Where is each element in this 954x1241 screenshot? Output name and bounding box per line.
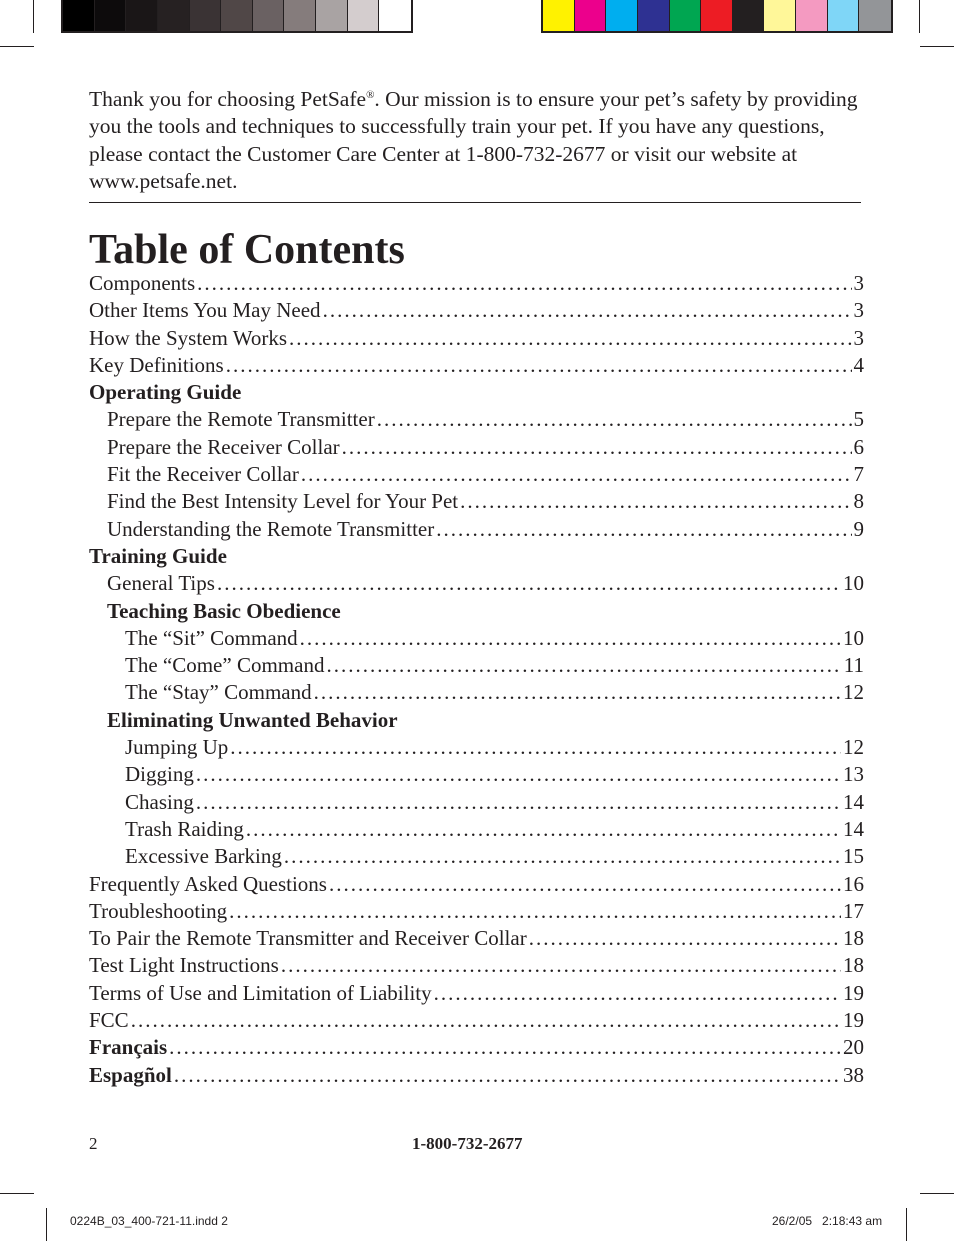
intro-paragraph — [89, 86, 869, 195]
toc-entry — [89, 625, 864, 652]
gray-swatch — [221, 0, 253, 31]
toc-entry-page: 13 — [843, 762, 864, 787]
color-swatch — [670, 0, 702, 31]
gray-swatch — [158, 0, 190, 31]
color-swatch — [543, 0, 575, 31]
toc-entry-page: 10 — [843, 625, 864, 650]
gray-swatch — [126, 0, 158, 31]
toc-entry-page: 12 — [843, 680, 864, 705]
toc-entry — [89, 406, 864, 433]
toc-section-heading — [89, 379, 864, 406]
toc-leader — [230, 734, 841, 761]
gray-swatch — [253, 0, 285, 31]
toc-entry — [89, 734, 864, 761]
toc-entry — [89, 952, 864, 979]
toc-entry-label: Terms of Use and Limitation of Liability — [89, 980, 432, 1005]
toc-entry-label: Digging — [125, 762, 194, 787]
crop-mark — [920, 1193, 954, 1194]
toc-entry-page: 19 — [843, 1008, 864, 1033]
toc-entry — [89, 1007, 864, 1034]
color-swatch — [638, 0, 670, 31]
page-number: 2 — [89, 1134, 98, 1153]
toc-entry-page: 12 — [843, 735, 864, 760]
toc-entry-page: 20 — [843, 1035, 864, 1060]
toc-entry-page: 10 — [843, 571, 864, 596]
toc-leader — [197, 270, 851, 297]
toc-entry-label: Fit the Receiver Collar — [107, 462, 299, 487]
grayscale-color-bar — [61, 0, 413, 33]
toc-entry-page: 9 — [853, 516, 864, 541]
toc-entry — [89, 488, 864, 515]
toc-entry — [89, 352, 864, 379]
toc-entry-label: Français — [89, 1035, 168, 1060]
toc-entry-page: 14 — [843, 789, 864, 814]
toc-leader — [342, 434, 852, 461]
toc-entry-label: Find the Best Intensity Level for Your Pet — [107, 489, 459, 514]
toc-leader — [226, 352, 852, 379]
toc-leader — [196, 761, 841, 788]
toc-entry-label: Excessive Barking — [125, 844, 282, 869]
toc-entry-label: Jumping Up — [125, 735, 229, 760]
toc-entry-label: To Pair the Remote Transmitter and Receiver Collar — [89, 926, 527, 951]
toc-entry-page: 14 — [843, 816, 864, 841]
intro-text-start: Thank you for choosing PetSafe — [89, 87, 367, 111]
toc-leader — [460, 488, 851, 515]
toc-entry-label: The “Sit” Command — [125, 625, 298, 650]
toc-leader — [284, 843, 841, 870]
toc-entry — [89, 1062, 864, 1089]
toc-entry-label: Prepare the Remote Transmitter — [107, 407, 375, 432]
toc-leader — [169, 1034, 841, 1061]
toc-entry — [89, 898, 864, 925]
slug-timestamp: 26/2/05 2:18:43 am — [772, 1214, 883, 1228]
divider — [89, 202, 861, 203]
toc-entry — [89, 1034, 864, 1061]
toc-entry-label: Training Guide — [89, 543, 227, 568]
gray-swatch — [379, 0, 411, 31]
toc-entry-label: Eliminating Unwanted Behavior — [107, 707, 398, 732]
toc-entry-page: 8 — [853, 489, 864, 514]
toc-entry-page: 18 — [843, 953, 864, 978]
color-swatch — [828, 0, 860, 31]
toc-entry-page: 18 — [843, 926, 864, 951]
toc-entry-label: Troubleshooting — [89, 898, 228, 923]
toc-entry — [89, 871, 864, 898]
gray-swatch — [284, 0, 316, 31]
toc-entry — [89, 325, 864, 352]
toc-leader — [217, 570, 841, 597]
toc-entry — [89, 516, 864, 543]
toc-entry-label: Chasing — [125, 789, 194, 814]
toc-leader — [229, 898, 841, 925]
toc-entry-label: Espagñol — [89, 1062, 172, 1087]
toc-entry — [89, 816, 864, 843]
toc-entry-page: 3 — [853, 271, 864, 295]
toc-entry-label: FCC — [89, 1008, 129, 1033]
toc-entry-label: The “Stay” Command — [125, 680, 312, 705]
toc-subsection-heading — [89, 598, 864, 625]
toc-leader — [326, 652, 841, 679]
crop-mark — [0, 1193, 34, 1194]
toc-leader — [174, 1062, 841, 1089]
color-swatch — [606, 0, 638, 31]
toc-subsection-heading — [89, 707, 864, 734]
registered-mark: ® — [366, 88, 375, 101]
toc-entry — [89, 843, 864, 870]
intro-text-end: . Our mission is to ensure your pet’s safety by providing you the tools and techniques to successfully train your pet. If you have any questions, please contact the Customer Care Center at 1-800-732-2677 or visit our website at www.petsafe.net. — [89, 87, 858, 193]
gray-swatch — [316, 0, 348, 31]
toc-entry-label: Trash Raiding — [125, 816, 244, 841]
toc-entry-page: 3 — [853, 325, 864, 350]
toc-entry-page: 16 — [843, 871, 864, 896]
toc-entry-page: 5 — [853, 407, 864, 432]
color-swatch — [764, 0, 796, 31]
toc-entry — [89, 270, 864, 297]
toc-entry-label: General Tips — [107, 571, 215, 596]
crop-mark — [906, 1208, 907, 1241]
toc-entry — [89, 297, 864, 324]
color-swatch — [796, 0, 828, 31]
toc-leader — [434, 980, 841, 1007]
crop-mark — [33, 0, 34, 33]
toc-leader — [131, 1007, 841, 1034]
toc-entry-page: 4 — [853, 352, 864, 377]
toc-entry-label: Understanding the Remote Transmitter — [107, 516, 435, 541]
toc-entry — [89, 434, 864, 461]
toc-entry-page: 3 — [853, 298, 864, 323]
toc-section-heading — [89, 543, 864, 570]
toc-leader — [281, 952, 841, 979]
toc-entry-label: The “Come” Command — [125, 653, 325, 678]
toc-entry — [89, 789, 864, 816]
crop-mark — [46, 1208, 47, 1241]
toc-entry-page: 38 — [843, 1062, 864, 1087]
toc-entry-label: Prepare the Receiver Collar — [107, 434, 340, 459]
toc-entry-label: Teaching Basic Obedience — [107, 598, 341, 623]
toc-leader — [196, 789, 841, 816]
color-swatch — [733, 0, 765, 31]
toc-leader — [529, 925, 841, 952]
toc-entry — [89, 761, 864, 788]
gray-swatch — [95, 0, 127, 31]
toc-entry — [89, 925, 864, 952]
gray-swatch — [348, 0, 380, 31]
gray-swatch — [63, 0, 95, 31]
toc-entry-page: 7 — [853, 462, 864, 487]
toc-entry-page: 6 — [853, 434, 864, 459]
toc-entry-label: Test Light Instructions — [89, 953, 279, 978]
toc-entry-label: Frequently Asked Questions — [89, 871, 327, 896]
crop-mark — [0, 46, 34, 47]
toc-list — [89, 270, 864, 1089]
slug-file-name: 0224B_03_400-721-11.indd 2 — [70, 1214, 228, 1228]
toc-entry-label: Components — [89, 271, 196, 295]
toc-leader — [300, 625, 841, 652]
toc-entry-page: 17 — [843, 898, 864, 923]
toc-leader — [323, 297, 852, 324]
toc-leader — [246, 816, 841, 843]
toc-entry-label: Other Items You May Need — [89, 298, 321, 323]
toc-entry — [89, 652, 864, 679]
toc-entry-page: 19 — [843, 980, 864, 1005]
toc-entry-label: How the System Works — [89, 325, 288, 350]
toc-leader — [314, 679, 841, 706]
color-swatch — [859, 0, 891, 31]
color-swatch — [701, 0, 733, 31]
toc-entry-label: Operating Guide — [89, 380, 242, 405]
toc-entry — [89, 570, 864, 597]
color-swatch — [575, 0, 607, 31]
toc-leader — [301, 461, 852, 488]
crop-mark — [920, 46, 954, 47]
toc-leader — [436, 516, 851, 543]
toc-leader — [329, 871, 841, 898]
toc-entry — [89, 980, 864, 1007]
toc-entry — [89, 679, 864, 706]
crop-mark — [919, 0, 920, 33]
process-color-bar — [541, 0, 893, 33]
toc-entry-label: Key Definitions — [89, 352, 224, 377]
toc-entry-page: 11 — [843, 653, 864, 678]
toc-entry — [89, 461, 864, 488]
toc-entry-page: 15 — [843, 844, 864, 869]
toc-leader — [289, 325, 851, 352]
footer-phone-number: 1-800-732-2677 — [412, 1134, 523, 1153]
toc-title: Table of Contents — [89, 227, 405, 273]
gray-swatch — [190, 0, 222, 31]
toc-leader — [377, 406, 852, 433]
